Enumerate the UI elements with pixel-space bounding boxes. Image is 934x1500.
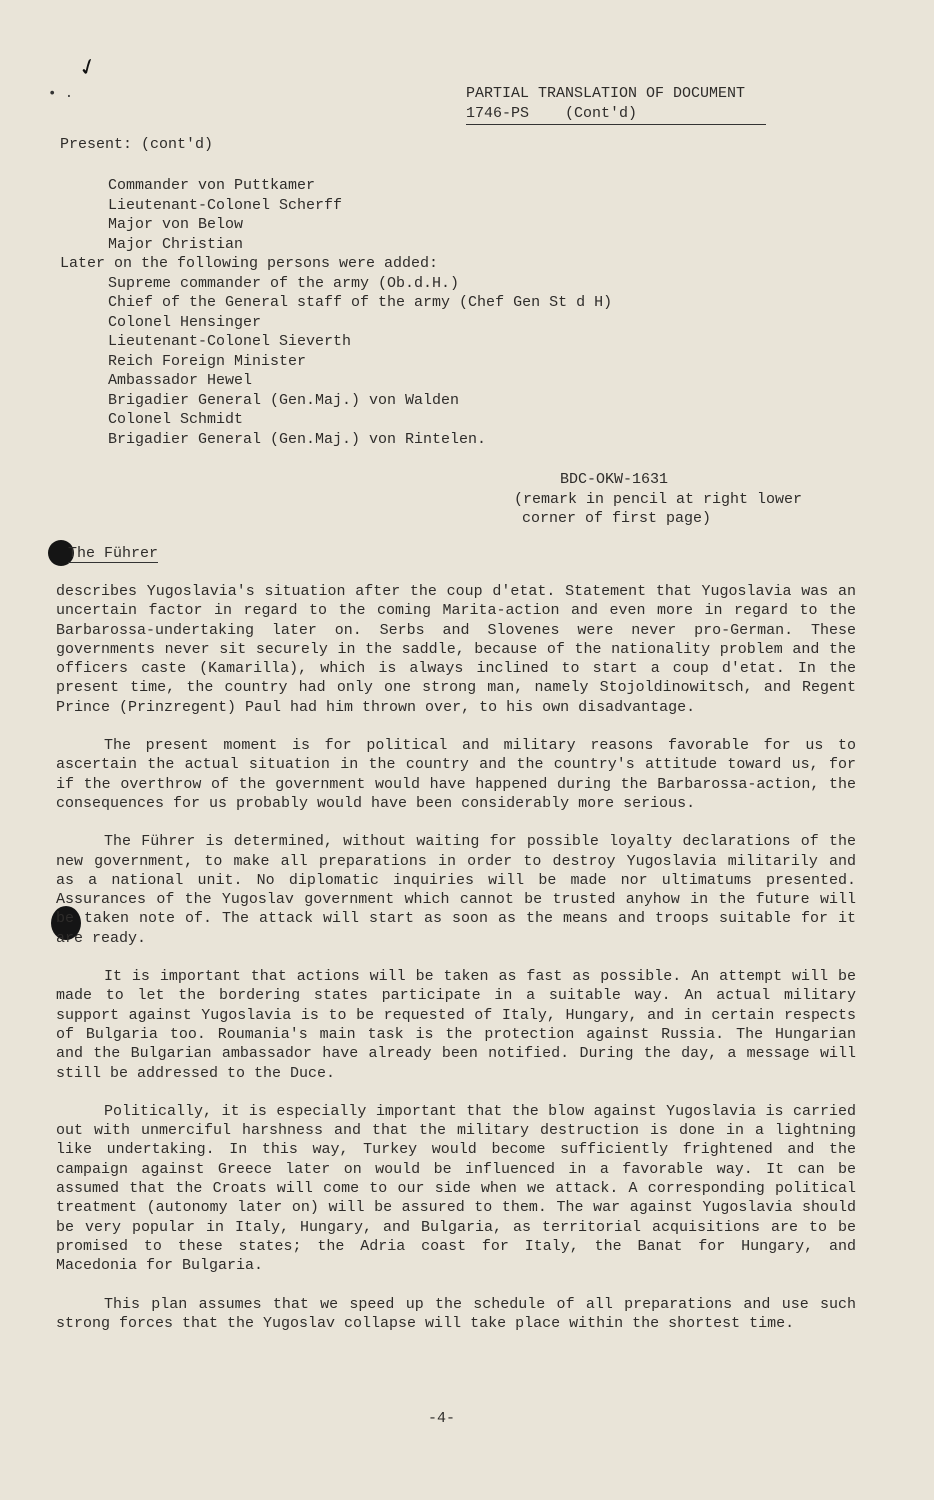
remark-line: corner of first page) [522,510,712,527]
attendee-list [60,176,612,449]
page-number: -4- [428,1410,456,1427]
header-document-number: 1746-PS (Cont'd) [466,104,766,125]
document-body [56,582,856,1352]
attendee: Commander von Puttkamer [108,177,316,194]
added-person: Reich Foreign Minister [108,352,307,370]
attendee: Major von Below [108,216,244,233]
added-person: Chief of the General staff of the army (Chef Gen St d H) [108,294,613,311]
present-label: Present: (cont'd) [60,136,214,153]
document-header [466,84,766,125]
attendee: Lieutenant-Colonel Scherff [108,196,343,214]
archive-remark [514,470,834,529]
paragraph: The Führer is determined, without waiting for possible loyalty declarations of the new government, to make all preparations in order to destroy Yugoslavia militarily and as a national unit. No diplomatic inquiries will be made nor ultimatums presented. Assurances of the Yugoslav government which cannot be trusted anyhow in the future will be taken note of. The attack will start as soon as the means and troops suitable for it are ready. [56,833,856,947]
paragraph: It is important that actions will be taken as fast as possible. An attempt will be made to let the bordering states participate in a suitable way. An actual military support against Yugoslavia is to be requested of Italy, Hungary, and in certain respects of Bulgaria too. Roumania's main task is the protection against Russia. The Hungarian and the Bulgarian ambassador have already been notified. During the day, a message will still be addressed to the Duce. [56,968,856,1082]
added-person: Lieutenant-Colonel Sieverth [108,333,352,350]
later-added-label: Later on the following persons were added: [60,255,439,272]
paragraph: describes Yugoslavia's situation after the coup d'etat. Statement that Yugoslavia was an uncertain factor in regard to the coming Marita-action and even more in regard to the Barbarossa-undertaking later on. Serbs and Slovenes were never pro-German. These governments never sit securely in the saddle, because of the nationality problem and the officers caste (Kamarilla), which is always inclined to start a coup d'etat. In the present time, the country had only one strong man, namely Stojoldinowitsch, and Regent Prince (Prinzregent) Paul had him thrown over, to his own disadvantage. [56,583,856,716]
paragraph: This plan assumes that we speed up the schedule of all preparations and use such strong forces that the Yugoslav collapse will take place within the shortest time. [56,1295,856,1332]
added-person: Supreme commander of the army (Ob.d.H.) [108,274,460,292]
added-person: Brigadier General (Gen.Maj.) von Rintelen. [108,430,487,448]
archive-code: BDC-OKW-1631 [560,471,669,488]
section-heading-text: The Führer [68,544,159,562]
section-heading [48,540,158,566]
paragraph: The present moment is for political and military reasons favorable for us to ascertain the actual situation in the country and the country's attitude toward us, for if the overthrow of the government would have happened during the Barbarossa-action, the consequences for us probably would have been considerably more serious. [56,737,856,812]
paragraph: Politically, it is especially important that the blow against Yugoslavia is carried out with unmerciful harshness and that the military destruction is done in a lightning like undertaking. In this way, Turkey would become sufficiently frightened and the campaign against Greece later on would be influenced in a favorable way. It can be assumed that the Croats will come to our side when we attack. A corresponding political treatment (autonomy later on) will be assured to them. The war against Yugoslavia should be very popular in Italy, Hungary, and Bulgaria, as territorial acquisitions are to be promised to these states; the Adria coast for Italy, the Banat for Hungary, and Macedonia for Bulgaria. [56,1102,856,1275]
added-person: Colonel Schmidt [108,411,244,428]
header-title: PARTIAL TRANSLATION OF DOCUMENT [466,85,746,102]
margin-dots-icon: • . [48,86,74,102]
added-person: Colonel Hensinger [108,313,262,331]
remark-line: (remark in pencil at right lower [514,490,803,508]
added-person: Ambassador Hewel [108,372,253,389]
pencil-check-mark-icon: ✓ [75,51,101,85]
attendee: Major Christian [108,235,244,253]
added-person: Brigadier General (Gen.Maj.) von Walden [108,391,460,409]
